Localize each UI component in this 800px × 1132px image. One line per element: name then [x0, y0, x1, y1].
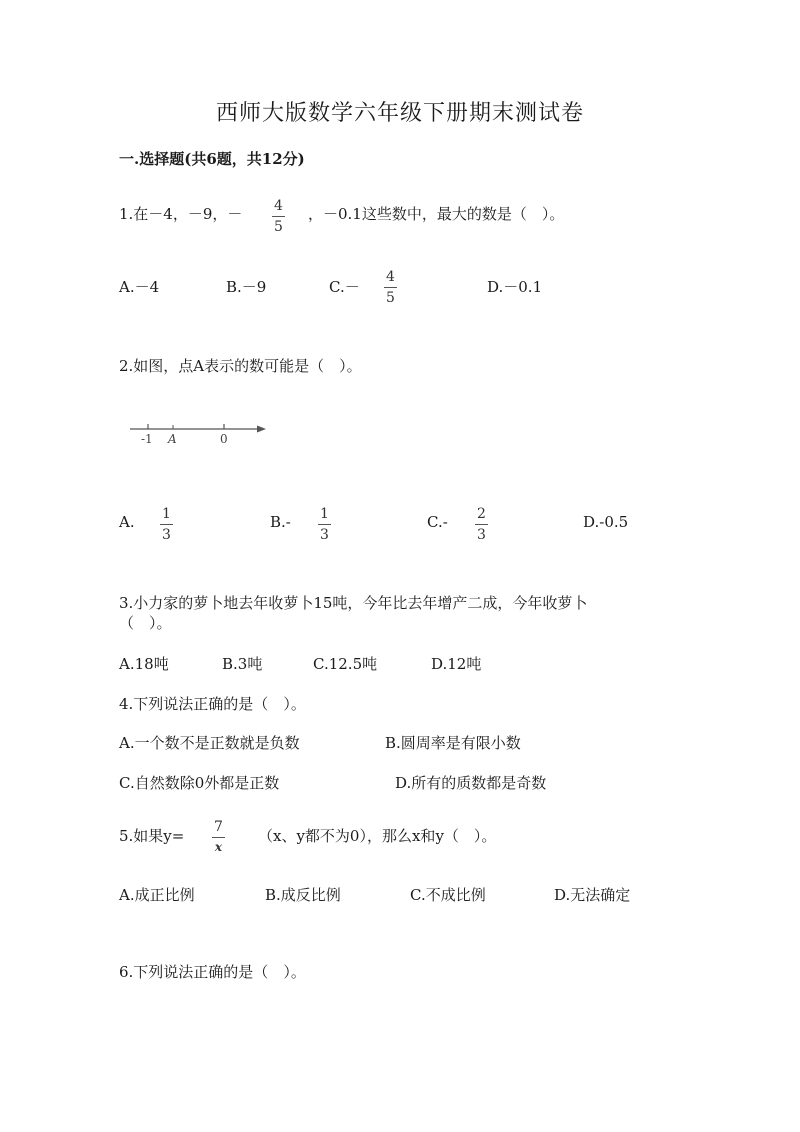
- section-heading: 一.选择题(共6题，共12分): [119, 150, 305, 168]
- q5-text-before: 5.如果y=: [119, 827, 185, 845]
- q2-option-a-prefix: A.: [119, 513, 135, 531]
- label-point-a: A: [168, 432, 177, 446]
- number-line-arrow: [257, 426, 266, 433]
- q2-option-c-num: 2: [477, 506, 486, 522]
- q4-text: 4.下列说法正确的是（ ）。: [119, 695, 306, 713]
- q3-option-c: C.12.5吨: [313, 655, 378, 673]
- q5-fraction: [212, 820, 225, 853]
- q1-option-b: B.－9: [226, 278, 267, 296]
- q3-text-line1: 3.小力家的萝卜地去年收萝卜15吨，今年比去年增产二成，今年收萝卜: [119, 594, 588, 612]
- q1-fraction-den: 5: [274, 219, 283, 235]
- q2-option-d: D.-0.5: [583, 513, 629, 531]
- q1-option-d: D.－0.1: [487, 278, 543, 296]
- q2-option-a-fraction: [160, 507, 173, 542]
- q2-option-b-fraction: [318, 507, 331, 542]
- q5-text-after: （x、y都不为0），那么x和y（ ）。: [258, 827, 497, 845]
- q3-option-a: A.18吨: [119, 655, 169, 673]
- q1-text-after: ，－0.1这些数中，最大的数是（ ）。: [308, 205, 565, 223]
- q5-fraction-num: 7: [214, 819, 223, 835]
- q1-option-c-prefix: C.－: [329, 278, 360, 296]
- q5-option-d: D.无法确定: [554, 886, 631, 904]
- q1-fraction: [272, 199, 285, 234]
- q2-option-a-num: 1: [162, 506, 171, 522]
- q4-option-c: C.自然数除0外都是正数: [119, 774, 280, 792]
- q5-option-a: A.成正比例: [119, 886, 195, 904]
- q2-option-b-num: 1: [320, 506, 329, 522]
- q2-text: 2.如图，点A表示的数可能是（ ）。: [119, 357, 362, 375]
- q5-option-b: B.成反比例: [265, 886, 341, 904]
- q1-fraction-num: 4: [274, 198, 283, 214]
- q5-fraction-den: x: [214, 840, 223, 854]
- q5-option-c: C.不成比例: [410, 886, 486, 904]
- q2-option-a-den: 3: [162, 527, 171, 543]
- q1-option-c-den: 5: [386, 290, 395, 306]
- q2-option-b-den: 3: [320, 527, 329, 543]
- q2-option-b-prefix: B.-: [270, 513, 291, 531]
- q2-option-c-prefix: C.-: [427, 513, 448, 531]
- q2-option-c-fraction: [475, 507, 488, 542]
- label-minus-one: -1: [141, 432, 153, 446]
- q1-option-c-num: 4: [386, 269, 395, 285]
- q1-text-before: 1.在－4，－9，－: [119, 205, 243, 223]
- page-title: 西师大版数学六年级下册期末测试卷: [215, 101, 584, 126]
- number-line-figure: [128, 413, 278, 449]
- q6-text: 6.下列说法正确的是（ ）。: [119, 963, 306, 981]
- q2-option-c-den: 3: [477, 527, 486, 543]
- q4-option-b: B.圆周率是有限小数: [385, 734, 521, 752]
- q4-option-a: A.一个数不是正数就是负数: [119, 734, 300, 752]
- q1-option-c-fraction: [384, 270, 397, 305]
- q3-text-line2: （ ）。: [119, 614, 172, 632]
- q1-option-a: A.－4: [119, 278, 160, 296]
- q3-option-d: D.12吨: [431, 655, 482, 673]
- label-zero: 0: [220, 432, 228, 446]
- q3-option-b: B.3吨: [222, 655, 263, 673]
- q4-option-d: D.所有的质数都是奇数: [395, 774, 547, 792]
